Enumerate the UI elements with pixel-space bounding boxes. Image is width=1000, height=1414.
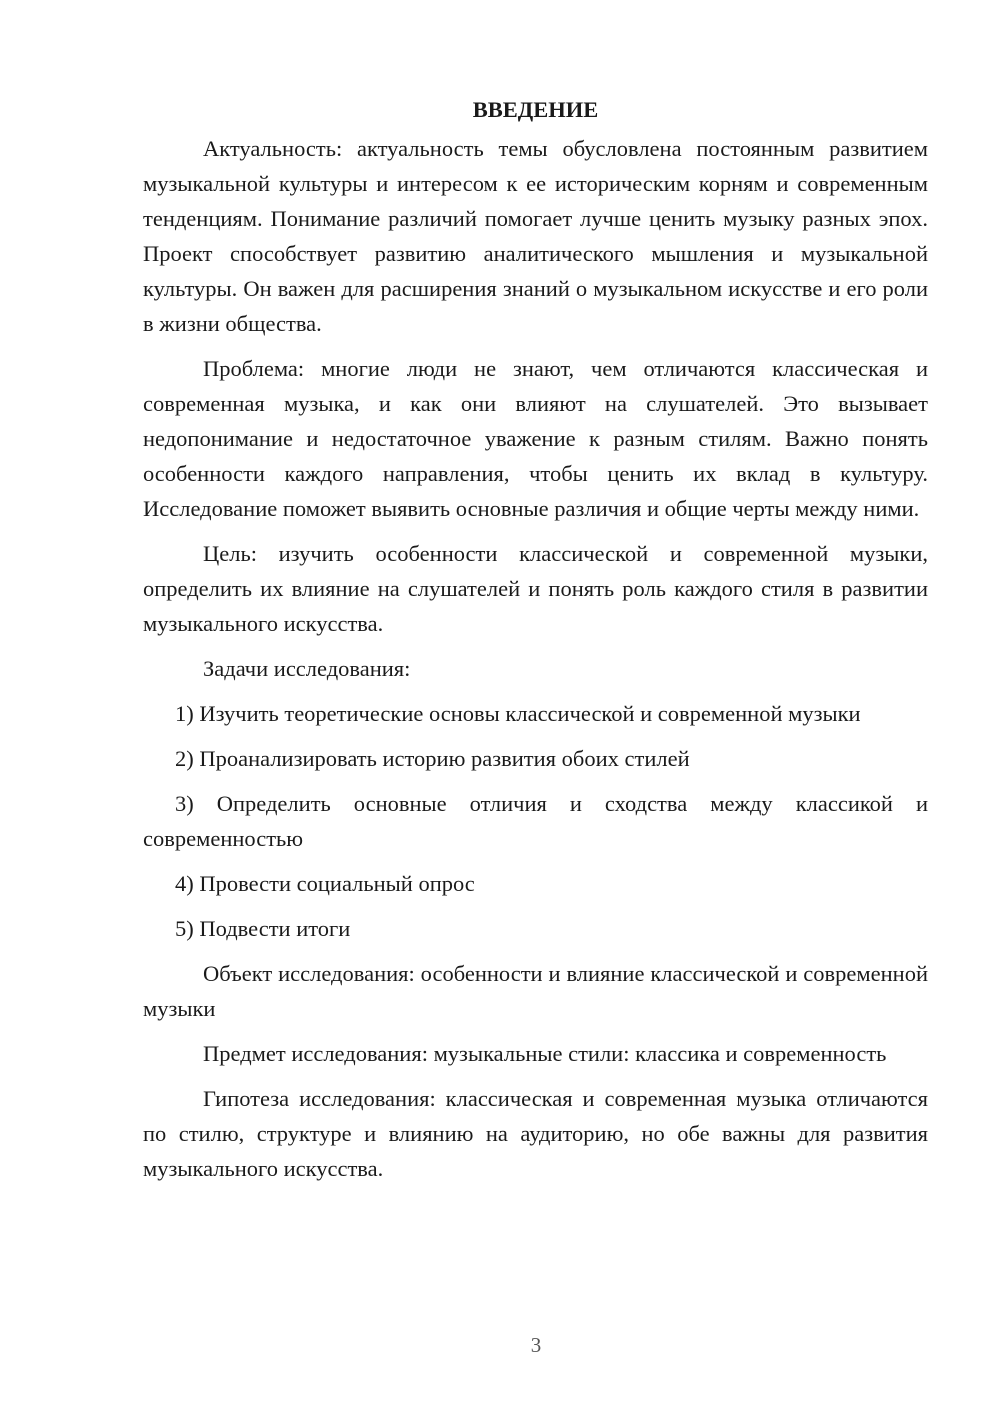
goal-paragraph: Цель: изучить особенности классической и современной музыки, определить их влияние на слушателей и понять роль каждого стиля в развитии музыкального искусства. [143,541,928,636]
tasks-heading: Задачи исследования: [203,656,411,681]
object-paragraph: Объект исследования: особенности и влияние классической и современной музыки [143,961,928,1021]
task-item: 4) Провести социальный опрос [175,871,475,896]
subject-paragraph: Предмет исследования: музыкальные стили: классика и современность [203,1041,887,1066]
task-item: 5) Подвести итоги [175,916,351,941]
task-item: 3) Определить основные отличия и сходства между классикой и современностью [143,791,928,851]
tasks-list [143,696,928,946]
page-number: 3 [530,1333,542,1357]
section-title: ВВЕДЕНИЕ [472,97,599,122]
problem-paragraph: Проблема: многие люди не знают, чем отличаются классическая и современная музыка, и как они влияют на слушателей. Это вызывает недопонимание и недостаточное уважение к разным стилям. Важно понять особенности каждого направления, чтобы ценить их вклад в культуру. Исследование поможет выявить основные различия и общие черты между ними. [143,356,928,521]
document-page [143,92,928,1196]
task-item: 1) Изучить теоретические основы классической и современной музыки [175,701,861,726]
hypothesis-paragraph: Гипотеза исследования: классическая и современная музыка отличаются по стилю, структуре и влиянию на аудиторию, но обе важны для развития музыкального искусства. [143,1086,928,1181]
relevance-paragraph: Актуальность: актуальность темы обусловлена постоянным развитием музыкальной культуры и интересом к ее историческим корням и современным тенденциям. Понимание различий помогает лучше ценить музыку разных эпох. Проект способствует развитию аналитического мышления и музыкальной культуры. Он важен для расширения знаний о музыкальном искусстве и его роли в жизни общества. [143,136,928,336]
task-item: 2) Проанализировать историю развития обоих стилей [175,746,690,771]
